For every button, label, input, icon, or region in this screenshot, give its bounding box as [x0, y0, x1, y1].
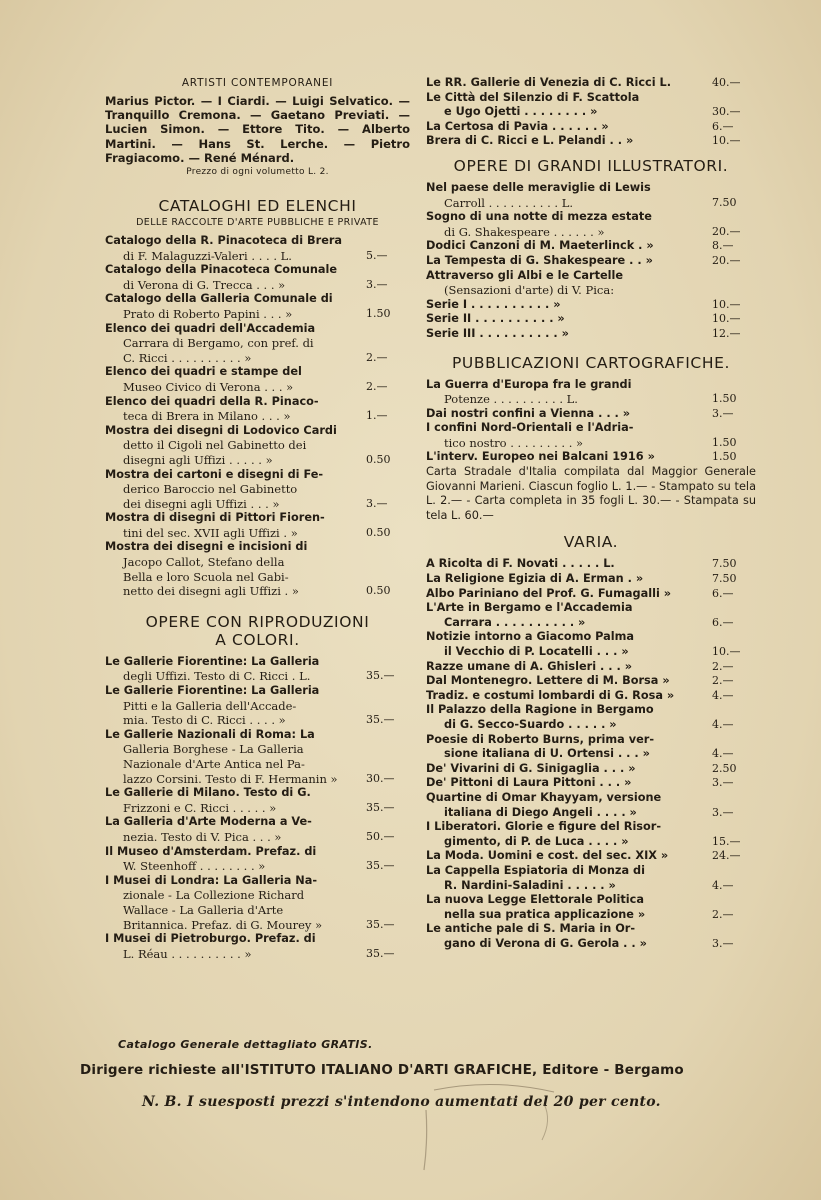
list-item	[105, 292, 410, 321]
entry-price: 6.—	[712, 586, 734, 600]
entry-price: 3.—	[366, 277, 388, 291]
entry-line: Museo Civico di Verona . . . »	[123, 379, 294, 394]
entry-price: 4.—	[712, 688, 734, 702]
entry-line: Galleria Borghese - La Galleria	[123, 742, 304, 757]
entry-line: Le Città del Silenzio di F. Scattola	[426, 90, 640, 104]
artists-price-note: Prezzo di ogni volumetto L. 2.	[186, 167, 329, 178]
entry-line: Britannica. Prefaz. di G. Mourey »	[123, 917, 323, 932]
entry-line: Tradiz. e costumi lombardi di G. Rosa »	[426, 688, 675, 702]
list-item	[426, 254, 756, 269]
entry-line: tico nostro . . . . . . . . . »	[444, 435, 584, 450]
entry-price: 2.—	[366, 379, 388, 393]
entry-price: 50.—	[366, 829, 395, 843]
list-item	[105, 234, 410, 263]
entry-price: 3.—	[712, 805, 734, 819]
entry-price: 1.50	[712, 392, 737, 406]
entry-line: degli Uffizi. Testo di C. Ricci . L.	[123, 669, 311, 684]
list-item	[105, 815, 410, 844]
entry-line: gano di Verona di G. Gerola . . »	[444, 936, 647, 950]
list-item	[105, 845, 410, 874]
entry-price: 20.—	[712, 224, 741, 238]
entry-line: zionale - La Collezione Richard	[123, 888, 305, 903]
list-item	[426, 660, 756, 675]
list-item	[105, 468, 410, 512]
list-item	[426, 733, 756, 762]
entry-line: La Tempesta di G. Shakespeare . . »	[426, 253, 653, 267]
entry-line: Dal Montenegro. Lettere di M. Borsa »	[426, 674, 670, 688]
list-item	[426, 181, 756, 210]
entry-line: L'interv. Europeo nei Balcani 1916 »	[426, 450, 655, 464]
entry-line: Dai nostri confini a Vienna . . . »	[426, 406, 631, 420]
entry-price: 35.—	[366, 669, 395, 683]
entry-line: Brera di C. Ricci e L. Pelandi . . »	[426, 134, 634, 148]
entry-line: nezia. Testo di V. Pica . . . »	[123, 829, 282, 844]
entry-line: Pitti e la Galleria dell'Accade-	[123, 698, 297, 713]
entry-line: I Musei di Londra: La Galleria Na-	[105, 873, 318, 887]
list-item	[426, 407, 756, 422]
entry-price: 3.—	[712, 776, 734, 790]
list-item	[105, 395, 410, 424]
entry-price: 3.—	[366, 496, 388, 510]
list-item	[426, 421, 756, 450]
entry-line: Prato di Roberto Papini . . . »	[123, 306, 293, 321]
entry-line: Le Gallerie di Milano. Testo di G.	[105, 786, 311, 800]
entry-price: 4.—	[712, 878, 734, 892]
entry-line: La Religione Egizia di A. Erman . »	[426, 572, 644, 586]
entry-line: Mostra di disegni di Pittori Fioren-	[105, 511, 325, 525]
entry-price: 3.—	[712, 406, 734, 420]
entry-line: nella sua pratica applicazione »	[444, 907, 646, 921]
entry-line: Catalogo della R. Pinacoteca di Brera	[105, 234, 343, 248]
entry-line: Serie II . . . . . . . . . . »	[426, 312, 565, 326]
entry-line: L. Réau . . . . . . . . . . »	[123, 946, 252, 961]
entry-price: 7.50	[712, 572, 737, 586]
entry-price: 3.—	[712, 936, 734, 950]
list-item	[105, 511, 410, 540]
entry-price: 1.50	[712, 450, 737, 464]
entry-line: lazzo Corsini. Testo di F. Hermanin »	[123, 771, 338, 786]
entry-price: 0.50	[366, 525, 391, 539]
list-item	[426, 134, 756, 149]
entry-line: Le RR. Gallerie di Venezia di C. Ricci L.	[426, 76, 672, 89]
list-item	[426, 76, 756, 91]
list-item	[426, 703, 756, 732]
entry-line: il Vecchio di P. Locatelli . . . »	[444, 645, 629, 658]
list-item	[105, 540, 410, 598]
entry-line: Nel paese delle meraviglie di Lewis	[426, 180, 651, 194]
entry-line: Carrara . . . . . . . . . . »	[444, 615, 586, 629]
entry-line: Le Gallerie Fiorentine: La Galleria	[105, 654, 320, 668]
list-item	[105, 874, 410, 932]
list-item	[426, 674, 756, 689]
cataloghi-list	[105, 234, 410, 599]
entry-line: Razze umane di A. Ghisleri . . . »	[426, 659, 633, 673]
entry-line: Serie I . . . . . . . . . . »	[426, 297, 561, 311]
entry-price: 24.—	[712, 849, 741, 863]
entry-line: La Cappella Espiatoria di Monza di	[426, 863, 646, 877]
entry-price: 4.—	[712, 747, 734, 761]
entry-line: I Liberatori. Glorie e figure del Risor-	[426, 820, 662, 834]
entry-price: 35.—	[366, 800, 395, 814]
entry-line: e Ugo Ojetti . . . . . . . . »	[444, 105, 598, 119]
entry-price: 1.—	[366, 409, 388, 423]
entry-price: 1.50	[712, 435, 737, 449]
entry-line: La Certosa di Pavia . . . . . . »	[426, 119, 609, 133]
artists-list: Marius Pictor. — I Ciardi. — Luigi Selvatico. — Tranquillo Cremona. — Gaetano Previati. — Lucien Simon. — Ettore Tito. — Alberto Martini. — Hans St. Lerche. — Pietro Fragiacomo. — René Ménard.	[105, 94, 410, 165]
entry-line: gimento, di P. de Luca . . . . »	[444, 834, 629, 848]
list-item	[105, 786, 410, 815]
entry-line: La Guerra d'Europa fra le grandi	[426, 377, 632, 391]
list-item	[426, 378, 756, 407]
entry-line: I Musei di Pietroburgo. Prefaz. di	[105, 932, 316, 946]
riproduzioni-title-1: OPERE CON RIPRODUZIONI	[145, 612, 370, 631]
list-item	[426, 327, 756, 342]
entry-line: di G. Secco-Suardo . . . . . »	[444, 717, 617, 731]
entry-line: Quartine di Omar Khayyam, versione	[426, 790, 662, 804]
entry-line: W. Steenhoff . . . . . . . . »	[123, 859, 266, 874]
list-item	[105, 322, 410, 366]
entry-price: 15.—	[712, 834, 741, 848]
list-item	[105, 424, 410, 468]
list-item	[426, 312, 756, 327]
list-item	[426, 210, 756, 239]
list-item	[426, 762, 756, 777]
cartografiche-list	[426, 378, 756, 466]
list-item	[426, 630, 756, 659]
entry-line: sione italiana di U. Ortensi . . . »	[444, 747, 650, 761]
entry-line: Le Gallerie Nazionali di Roma: La	[105, 727, 315, 741]
entry-price: 10.—	[712, 312, 741, 326]
list-item	[105, 932, 410, 961]
list-item	[426, 776, 756, 791]
gallerie-extra-list	[426, 76, 756, 149]
entry-price: 4.—	[712, 717, 734, 731]
entry-price: 10.—	[712, 134, 741, 148]
entry-line: derico Baroccio nel Gabinetto	[123, 482, 298, 497]
list-item	[105, 728, 410, 786]
entry-line: di Verona di G. Trecca . . . »	[123, 277, 286, 292]
list-item	[426, 922, 756, 951]
entry-line: C. Ricci . . . . . . . . . . »	[123, 350, 252, 365]
artists-heading: ARTISTI CONTEMPORANEI	[181, 77, 334, 89]
list-item	[426, 849, 756, 864]
entry-line: Albo Pariniano del Prof. G. Fumagalli »	[426, 586, 672, 600]
entry-line: Nazionale d'Arte Antica nel Pa-	[123, 757, 305, 772]
list-item	[105, 365, 410, 394]
entry-line: netto dei disegni agli Uffizi . »	[123, 584, 299, 599]
nb-note: N. B. I suesposti prezzi s'intendono aumentati del 20 per cento.	[142, 1094, 661, 1110]
publisher-line: Dirigere richieste all'ISTITUTO ITALIANO D'ARTI GRAFICHE, Editore - Bergamo	[80, 1062, 684, 1078]
entry-line: Elenco dei quadri dell'Accademia	[105, 321, 316, 335]
entry-price: 10.—	[712, 297, 741, 311]
entry-line: Bella e loro Scuola nel Gabi-	[123, 569, 289, 584]
entry-price: 6.—	[712, 119, 734, 133]
entry-line: Elenco dei quadri della R. Pinaco-	[105, 394, 319, 408]
entry-line: Jacopo Callot, Stefano della	[123, 555, 285, 570]
entry-line: Wallace - La Galleria d'Arte	[123, 902, 284, 917]
entry-line: De' Vivarini di G. Sinigaglia . . . »	[426, 761, 636, 775]
entry-price: 30.—	[712, 105, 741, 119]
list-item	[426, 269, 756, 298]
entry-line: Potenze . . . . . . . . . . L.	[444, 392, 578, 407]
entry-line: teca di Brera in Milano . . . »	[123, 409, 291, 424]
entry-price: 35.—	[366, 917, 395, 931]
entry-line: Sogno di una notte di mezza estate	[426, 210, 652, 224]
entry-line: di G. Shakespeare . . . . . . »	[444, 224, 605, 239]
entry-line: Le antiche pale di S. Maria in Or-	[426, 922, 636, 936]
list-item	[426, 298, 756, 313]
entry-line: I confini Nord-Orientali e l'Adria-	[426, 421, 634, 435]
list-item	[426, 820, 756, 849]
entry-line: Serie III . . . . . . . . . . »	[426, 326, 569, 340]
entry-price: 8.—	[712, 239, 734, 253]
entry-line: La nuova Legge Elettorale Politica	[426, 893, 645, 907]
list-item	[426, 120, 756, 135]
entry-line: La Galleria d'Arte Moderna a Ve-	[105, 815, 312, 829]
entry-price: 0.50	[366, 452, 391, 466]
list-item	[426, 864, 756, 893]
entry-line: detto il Cigoli nel Gabinetto dei	[123, 438, 307, 453]
entry-line: Frizzoni e C. Ricci . . . . . »	[123, 800, 277, 815]
list-item	[105, 684, 410, 728]
entry-price: 7.50	[712, 195, 737, 209]
entry-line: di F. Malaguzzi-Valeri . . . . L.	[123, 248, 292, 263]
illustratori-list	[426, 181, 756, 342]
list-item	[426, 587, 756, 602]
riproduzioni-list	[105, 655, 410, 961]
entry-line: Elenco dei quadri e stampe del	[105, 365, 302, 379]
list-item	[426, 893, 756, 922]
entry-line: Il Museo d'Amsterdam. Prefaz. di	[105, 844, 317, 858]
list-item	[426, 239, 756, 254]
entry-price: 0.50	[366, 584, 391, 598]
entry-price: 2.50	[712, 761, 737, 775]
riproduzioni-title-2: A COLORI.	[215, 630, 300, 649]
entry-price: 5.—	[366, 248, 388, 262]
entry-line: L'Arte in Bergamo e l'Accademia	[426, 601, 633, 615]
entry-price: 12.—	[712, 326, 741, 340]
entry-price: 2.—	[712, 659, 734, 673]
entry-line: disegni agli Uffizi . . . . . »	[123, 452, 273, 467]
list-item	[426, 601, 756, 630]
entry-line: Carroll . . . . . . . . . . L.	[444, 195, 573, 210]
entry-price: 35.—	[366, 946, 395, 960]
entry-line: Catalogo della Pinacoteca Comunale	[105, 263, 338, 277]
entry-line: A Ricolta di F. Novati . . . . . L.	[426, 557, 615, 571]
entry-line: Mostra dei cartoni e disegni di Fe-	[105, 467, 324, 481]
entry-price: 1.50	[366, 306, 391, 320]
entry-line: Catalogo della Galleria Comunale di	[105, 292, 333, 306]
entry-price: 20.—	[712, 253, 741, 267]
list-item	[426, 572, 756, 587]
list-item	[105, 263, 410, 292]
carta-stradale: Carta Stradale d'Italia compilata dal Maggior Generale Giovanni Marieni. Ciascun foglio L. 1.— - Stampato su tela L. 2.— - Carta completa in 35 fogli L. 30.— - Stampata su tela L. 60.—	[426, 465, 756, 522]
entry-price: 6.—	[712, 615, 734, 629]
entry-line: Le Gallerie Fiorentine: La Galleria	[105, 684, 320, 698]
entry-line: De' Pittoni di Laura Pittoni . . . »	[426, 776, 632, 790]
list-item	[105, 655, 410, 684]
entry-line: Attraverso gli Albi e le Cartelle	[426, 268, 624, 282]
entry-line: Il Palazzo della Ragione in Bergamo	[426, 703, 654, 717]
left-column	[105, 76, 410, 961]
entry-line: Mostra dei disegni di Lodovico Cardi	[105, 423, 337, 437]
varia-list	[426, 557, 756, 951]
list-item	[426, 91, 756, 120]
stamp-mark	[414, 1080, 574, 1180]
entry-price: 35.—	[366, 859, 395, 873]
entry-line: Carrara di Bergamo, con pref. di	[123, 336, 314, 351]
illustratori-title: OPERE DI GRANDI ILLUSTRATORI.	[453, 156, 729, 175]
cartografiche-title: PUBBLICAZIONI CARTOGRAFICHE.	[451, 353, 731, 372]
entry-price: 7.50	[712, 557, 737, 571]
list-item	[426, 450, 756, 465]
list-item	[426, 689, 756, 704]
varia-title: VARIA.	[563, 533, 619, 552]
entry-line: La Moda. Uomini e cost. del sec. XIX »	[426, 849, 669, 863]
catalogo-gratis: Catalogo Generale dettagliato GRATIS.	[118, 1038, 373, 1051]
entry-price: 2.—	[712, 674, 734, 688]
entry-price: 40.—	[712, 76, 741, 89]
entry-price: 30.—	[366, 771, 395, 785]
entry-price: 10.—	[712, 645, 741, 658]
entry-line: Poesie di Roberto Burns, prima ver-	[426, 732, 655, 746]
right-column	[426, 76, 756, 951]
list-item	[426, 557, 756, 572]
cataloghi-title: CATALOGHI ED ELENCHI	[158, 197, 357, 216]
entry-price: 2.—	[366, 350, 388, 364]
entry-line: R. Nardini-Saladini . . . . . »	[444, 878, 616, 892]
entry-line: italiana di Diego Angeli . . . . »	[444, 805, 637, 819]
cataloghi-subtitle: DELLE RACCOLTE D'ARTE PUBBLICHE E PRIVATE	[136, 217, 379, 229]
entry-line: tini del sec. XVII agli Uffizi . »	[123, 525, 298, 540]
entry-line: dei disegni agli Uffizi . . . »	[123, 496, 280, 511]
entry-price: 2.—	[712, 907, 734, 921]
entry-line: Mostra dei disegni e incisioni di	[105, 540, 308, 554]
entry-line: (Sensazioni d'arte) di V. Pica:	[444, 283, 615, 298]
list-item	[426, 791, 756, 820]
entry-line: Dodici Canzoni di M. Maeterlinck . »	[426, 239, 654, 253]
entry-price: 35.—	[366, 713, 395, 727]
entry-line: mia. Testo di C. Ricci . . . . »	[123, 713, 286, 728]
entry-line: Notizie intorno a Giacomo Palma	[426, 630, 635, 644]
